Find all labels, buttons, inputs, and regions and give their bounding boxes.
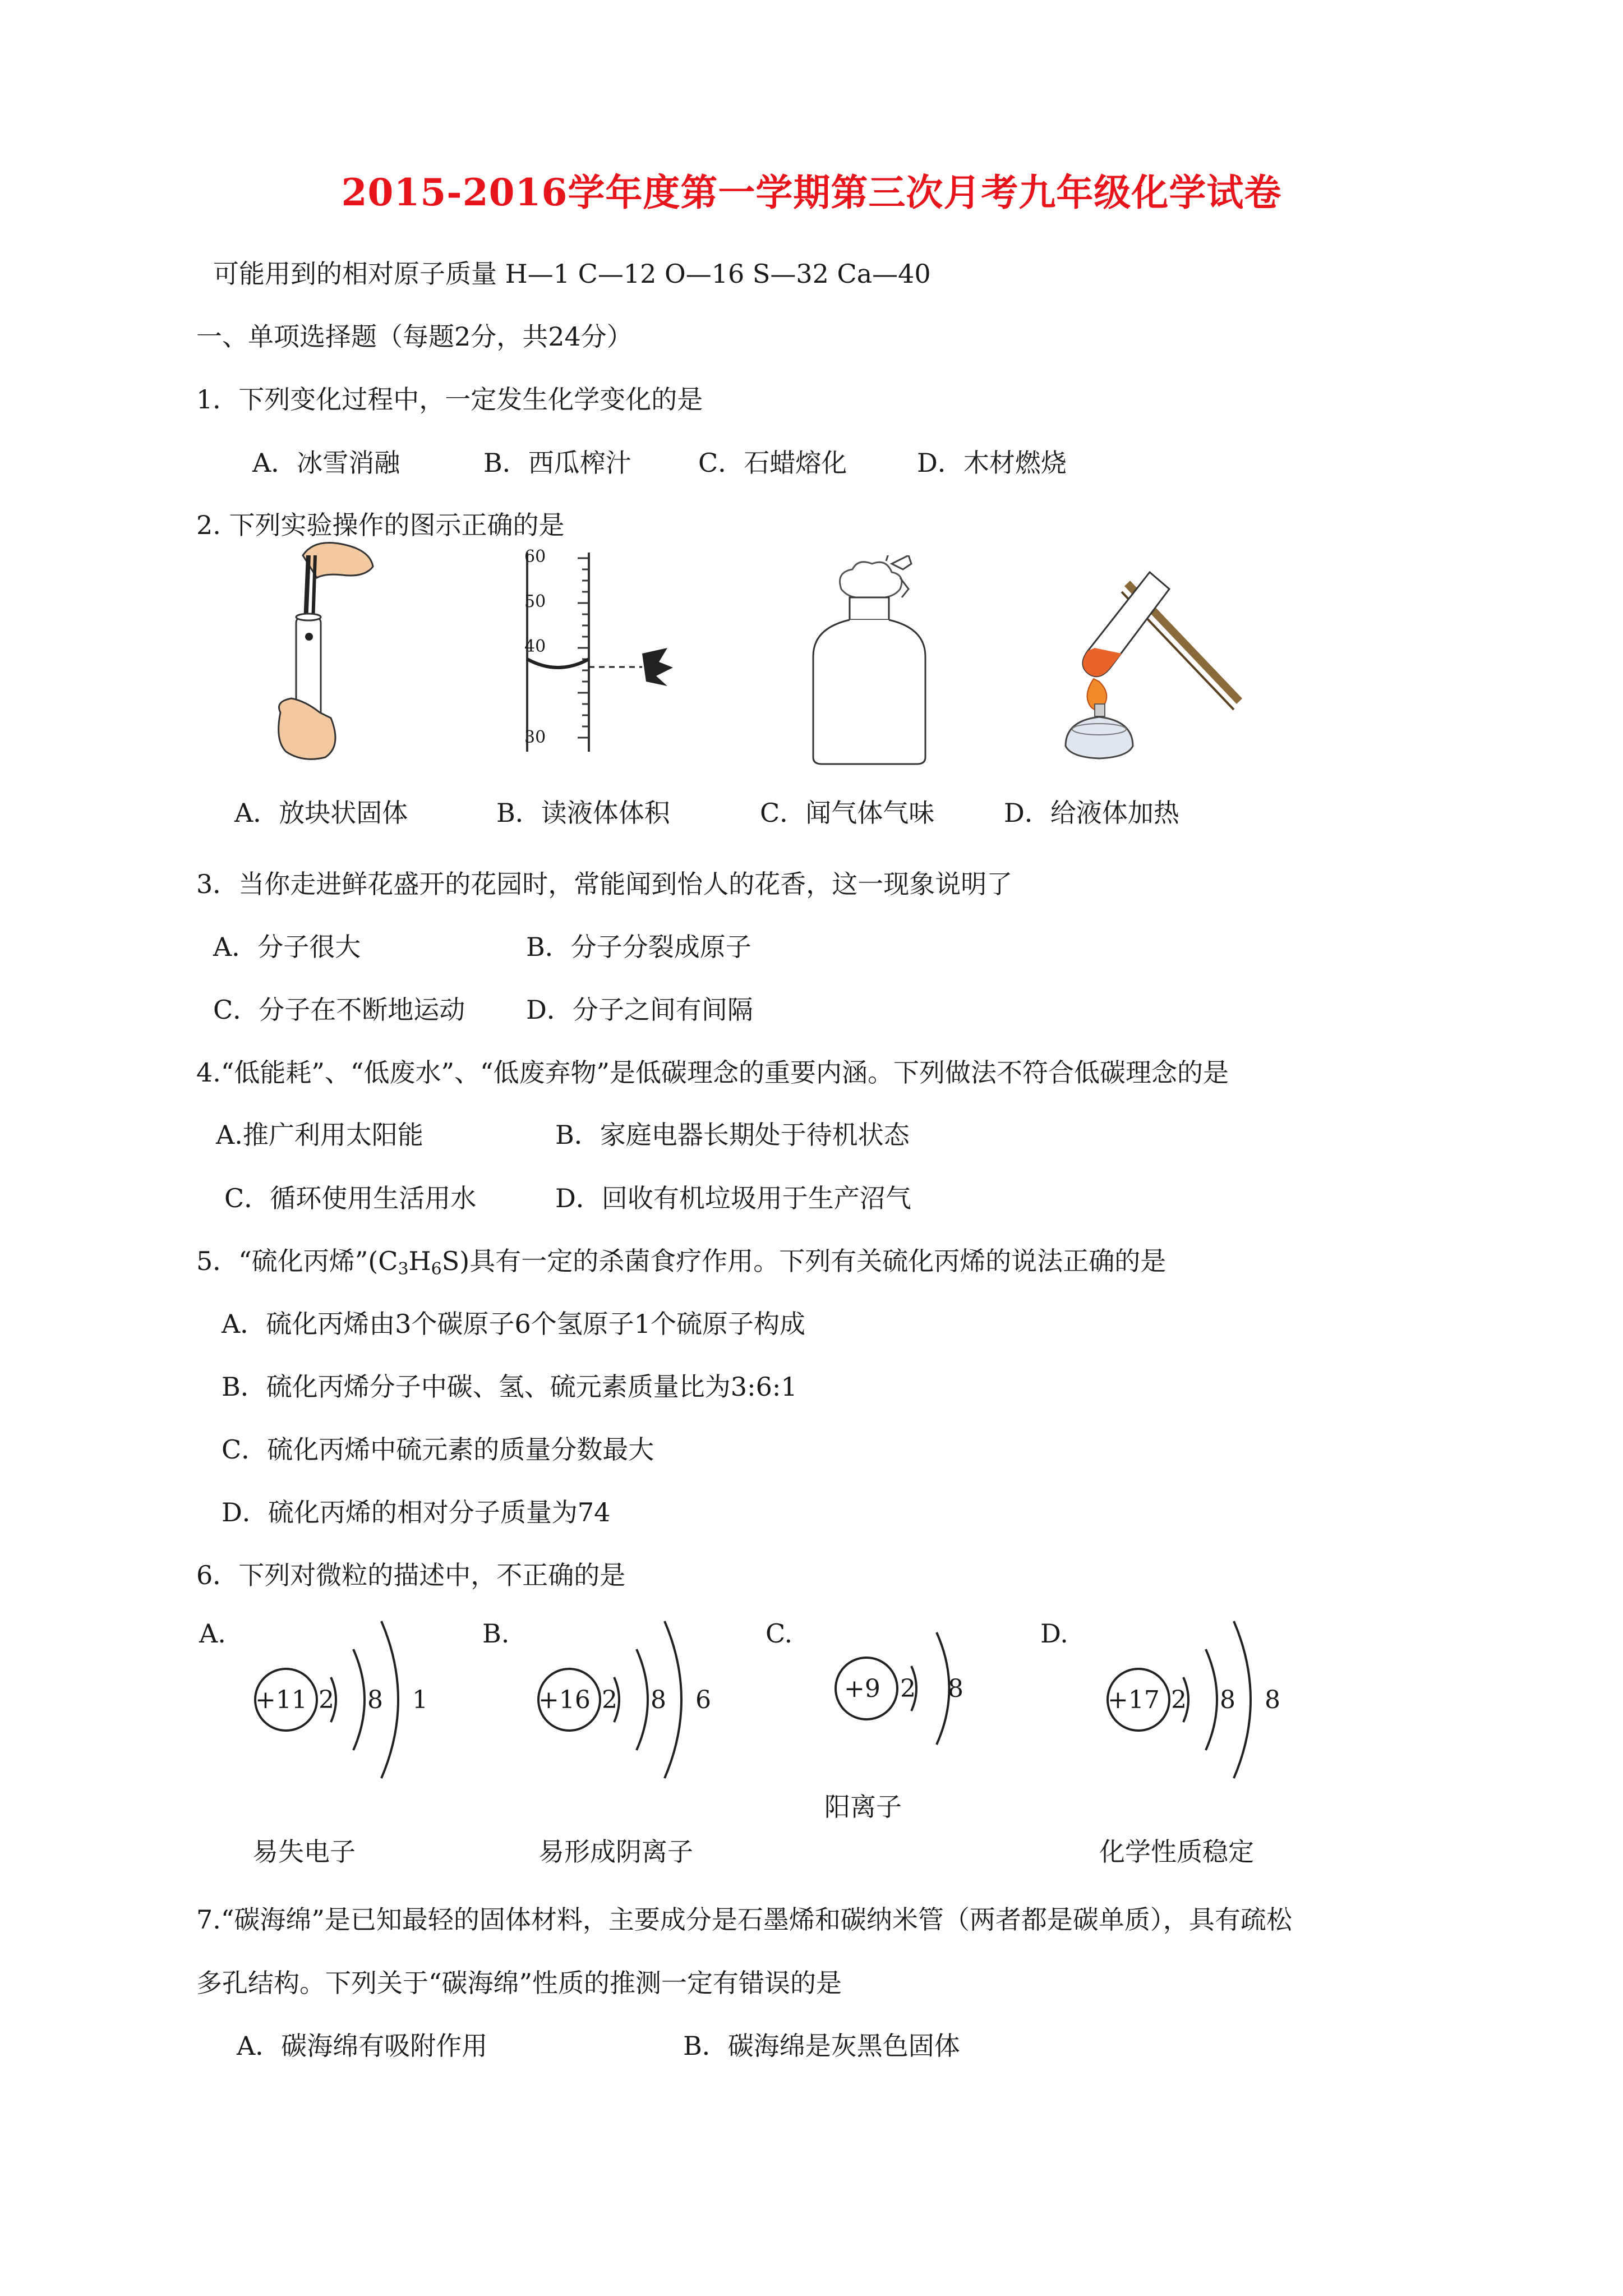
question-6-letter-c: C. [766,1618,793,1649]
question-2-option-b: B．读液体体积 [496,798,670,828]
atom-b-shell-3: 6 [695,1686,711,1714]
formula-h: H [408,1246,431,1276]
question-3-option-b: B．分子分裂成原子 [526,932,751,962]
question-1-option-a: A．冰雪消融 [252,448,400,478]
question-7-option-a: A．碳海绵有吸附作用 [237,2031,488,2061]
question-4-option-c: C．循环使用生活用水 [224,1183,477,1213]
atom-b-shell-1: 2 [602,1686,617,1714]
question-2-option-c: C．闻气体气味 [760,798,935,828]
formula-subscript-6: 6 [431,1259,442,1279]
question-7-option-b: B．碳海绵是灰黑色固体 [683,2031,960,2061]
question-6-stem: 6．下列对微粒的描述中，不正确的是 [196,1560,626,1590]
atom-d-shell-1: 2 [1171,1686,1187,1714]
question-7-stem-line-1: 7.“碳海绵”是已知最轻的固体材料，主要成分是石墨烯和碳纳米管（两者都是碳单质），具有疏松 [196,1904,1292,1935]
atom-c-nucleus: +9 [844,1674,880,1703]
atom-a-caption: 易失电子 [252,1837,356,1867]
atomic-masses-note: 可能用到的相对原子质量 H—1 C—12 O—16 S—32 Ca—40 [213,259,931,289]
atom-a-shell-2: 8 [367,1686,383,1714]
question-2-stem: 2. 下列实验操作的图示正确的是 [196,510,565,540]
question-7-stem-line-2: 多孔结构。下列关于“碳海绵”性质的推测一定有错误的是 [196,1968,842,1998]
atom-d-shell-2: 8 [1220,1686,1235,1714]
cylinder-tick-60: 60 [524,547,546,567]
question-3-option-a: A．分子很大 [213,932,361,962]
formula-subscript-3: 3 [398,1259,409,1279]
atom-d-caption: 化学性质稳定 [1099,1837,1254,1867]
question-1-stem: 1．下列变化过程中，一定发生化学变化的是 [196,384,703,415]
section-heading: 一、单项选择题（每题2分，共24分） [196,321,633,352]
atom-c-shell-2: 8 [948,1674,963,1703]
figure-smell-gas-bottle [796,555,942,774]
cylinder-tick-50: 50 [524,592,546,611]
question-5-option-c: C．硫化丙烯中硫元素的质量分数最大 [222,1434,654,1465]
question-1-option-d: D．木材燃烧 [917,448,1067,478]
exam-title: 2015-2016学年度第一学期第三次月考九年级化学试卷 [341,171,1282,214]
atom-d-nucleus: +17 [1108,1686,1160,1714]
question-5-option-b: B．硫化丙烯分子中碳、氢、硫元素质量比为3:6:1 [222,1372,797,1402]
question-6-letter-b: B. [482,1618,510,1649]
atom-b-shell-2: 8 [651,1686,666,1714]
question-5-stem-end: S)具有一定的杀菌食疗作用。下列有关硫化丙烯的说法正确的是 [441,1246,1166,1276]
atom-b-caption: 易形成阴离子 [538,1837,693,1867]
figure-heat-liquid [1043,561,1251,769]
question-1-option-b: B．西瓜榨汁 [483,448,631,478]
question-6-letter-d: D. [1040,1618,1068,1649]
cylinder-tick-40: 40 [524,637,546,656]
question-3-stem: 3．当你走进鲜花盛开的花园时，常能闻到怡人的花香，这一现象说明了 [196,869,1013,899]
question-3-option-d: D．分子之间有间隔 [526,995,753,1025]
question-5-option-d: D．硫化丙烯的相对分子质量为74 [222,1497,611,1527]
atom-a-nucleus: +11 [255,1686,307,1714]
atom-d-shell-3: 8 [1265,1686,1280,1714]
question-5-stem-start: 5．“硫化丙烯”(C [196,1246,398,1276]
question-4-option-b: B．家庭电器长期处于待机状态 [555,1120,910,1150]
cylinder-tick-30: 30 [524,728,546,747]
atom-c-caption: 阳离子 [824,1792,902,1822]
question-6-letter-a: A. [199,1618,226,1649]
question-4-option-a: A.推广利用太阳能 [216,1120,423,1150]
atom-b-nucleus: +16 [538,1686,591,1714]
question-5-stem [196,1244,1166,1286]
question-4-stem: 4.“低能耗”、“低废水”、“低废弃物”是低碳理念的重要内涵。下列做法不符合低碳理念的是 [196,1057,1229,1088]
question-5-option-a: A．硫化丙烯由3个碳原子6个氢原子1个硫原子构成 [222,1309,806,1339]
question-1-option-c: C．石蜡熔化 [698,448,847,478]
atom-c-shell-1: 2 [900,1674,916,1703]
atom-a-shell-1: 2 [319,1686,334,1714]
atom-a-shell-3: 1 [412,1686,428,1714]
question-4-option-d: D．回收有机垃圾用于生产沼气 [555,1183,911,1213]
question-3-option-c: C．分子在不断地运动 [213,995,465,1025]
question-2-option-d: D．给液体加热 [1004,798,1179,828]
figure-put-solid-in-tube [264,533,376,769]
question-2-option-a: A．放块状固体 [234,798,408,828]
